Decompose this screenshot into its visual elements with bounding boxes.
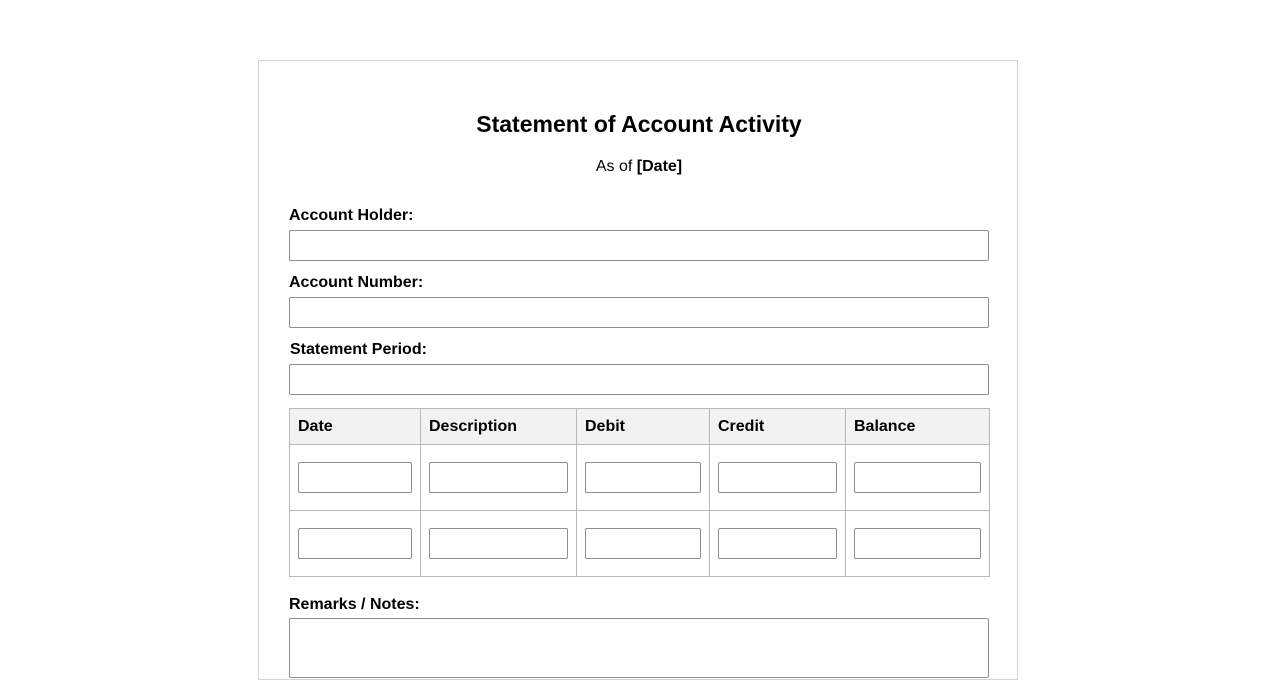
table-cell (846, 445, 990, 511)
description-input[interactable] (429, 462, 568, 493)
table-row (290, 511, 990, 577)
column-header-credit: Credit (710, 409, 846, 445)
table-cell (710, 445, 846, 511)
credit-input[interactable] (718, 462, 837, 493)
statement-page (258, 60, 1018, 680)
table-header-row (290, 409, 990, 445)
description-input[interactable] (429, 528, 568, 559)
table-cell (290, 445, 421, 511)
table-row (290, 445, 990, 511)
table-cell (290, 511, 421, 577)
table-cell (421, 511, 577, 577)
account-holder-input[interactable] (289, 230, 989, 261)
column-header-debit: Debit (577, 409, 710, 445)
account-number-label: Account Number: (289, 274, 424, 291)
date-input[interactable] (298, 462, 412, 493)
column-header-description: Description (421, 409, 577, 445)
credit-input[interactable] (718, 528, 837, 559)
remarks-label: Remarks / Notes: (289, 596, 420, 613)
document-title: Statement of Account Activity (476, 111, 802, 137)
column-header-date: Date (290, 409, 421, 445)
debit-input[interactable] (585, 528, 701, 559)
subtitle-date: [Date] (636, 158, 683, 175)
remarks-textarea[interactable] (289, 618, 989, 678)
table-cell (846, 511, 990, 577)
table-cell (710, 511, 846, 577)
account-number-input[interactable] (289, 297, 989, 328)
subtitle-prefix: As of (595, 158, 633, 175)
statement-period-label: Statement Period: (290, 341, 427, 358)
activity-table (289, 408, 990, 577)
account-holder-label: Account Holder: (289, 207, 414, 224)
table-cell (577, 511, 710, 577)
balance-input[interactable] (854, 462, 981, 493)
table-cell (421, 445, 577, 511)
document-subtitle (289, 158, 989, 176)
debit-input[interactable] (585, 462, 701, 493)
column-header-balance: Balance (846, 409, 990, 445)
balance-input[interactable] (854, 528, 981, 559)
table-cell (577, 445, 710, 511)
date-input[interactable] (298, 528, 412, 559)
statement-period-input[interactable] (289, 364, 989, 395)
